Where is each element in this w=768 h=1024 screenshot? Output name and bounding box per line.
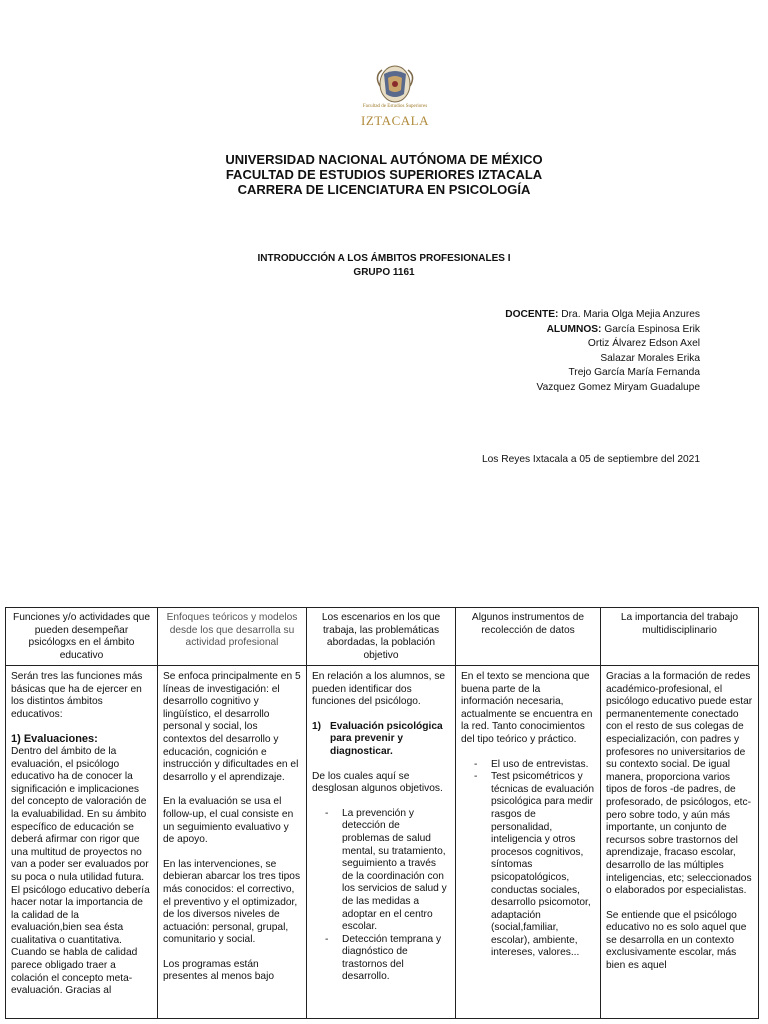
column-header: Enfoques teóricos y modelos desde los que desarrolla su actividad profesional [158,608,307,666]
cell-paragraph: Dentro del ámbito de la evaluación, el psicólogo educativo ha de conocer la significación e implicaciones del concepto de valoración de la evaluabilidad. En su ámbito específico de educación se deberá afirmar con rigor que una multitud de proyectos no van a poder ser evaluados por su poca o nula utilidad futura. [11,745,149,883]
unam-iztacala-logo [356,64,434,132]
list-item: - Test psicométricos y técnicas de evaluación psicológica para medir rasgos de personalidad, inteligencia y otros procesos cognitivos, síntomas psicopatológicos, conductas sociales, desarrollo psicomotor, adaptación (social,familiar, escolar), ambiente, intereses, valores... [491,771,595,960]
cell-paragraph: Los programas están presentes al menos bajo [163,958,274,983]
institution-header [0,152,768,197]
table-cell-approaches [158,666,307,1019]
cell-paragraph: Serán tres las funciones más básicas que ha de ejercer en los distintos ámbitos educativos: [11,671,143,720]
list-item: - El uso de entrevistas. [491,759,595,772]
content-table [5,607,759,1019]
authors-block [505,308,700,395]
table-cell-functions [6,666,158,1019]
column-header: La importancia del trabajo multidisciplinario [601,608,759,666]
course-group: GRUPO 1161 [353,267,415,278]
column-header: Algunos instrumentos de recolección de datos [456,608,601,666]
list-item: - Detección temprana y diagnóstico de trastornos del desarrollo. [342,934,450,984]
student-name: García Espinosa Erik [604,323,700,335]
column-header: Los escenarios en los que trabaja, las problemáticas abordadas, la población objetivo [307,608,456,666]
cell-paragraph: De los cuales aquí se desglosan algunos objetivos. [312,770,443,795]
program-name: CARRERA DE LICENCIATURA EN PSICOLOGÍA [237,182,531,197]
table-cell-multidisciplinary [601,666,759,1019]
cell-heading: 1) Evaluaciones: [11,733,98,746]
student-name: Salazar Morales Erika [600,352,700,364]
student-name: Trejo García María Fernanda [568,367,700,378]
numbered-item [312,721,450,759]
cell-paragraph: En la evaluación se usa el follow-up, el cual consiste en un seguimiento evaluativo y de apoyo. [163,796,294,846]
cell-paragraph: Se enfoca principalmente en 5 líneas de investigación: el desarrollo cognitivo y lingüístico, el desarrollo personal y social, los contextos del desarrollo y educación, cognición e instrucción y dificultades en el desarrollo y el aprendizaje. [163,671,301,783]
cell-paragraph: El psicólogo educativo debería hacer notar la importancia de la calidad de la evaluación,bien sea ésta cualitativa o cuantitativa. Cuando se habla de calidad parece obligado traer a colación el concepto meta-evaluación. Gracias al [11,884,150,997]
item-number: 1) [312,720,322,732]
student-name: Vazquez Gomez Miryam Guadalupe [536,381,700,393]
logo-name: IZTACALA [361,113,429,128]
objectives-list [312,808,450,984]
cell-paragraph: En el texto se menciona que buena parte de la información necesaria, actualmente se encuentra en la red. Tanto conocimientos del tipo teórico y práctico. [461,671,593,745]
student-name: Ortiz Álvarez Edson Axel [587,338,700,349]
table-header-row [6,608,759,666]
table-row [6,666,759,1019]
table-cell-scenarios [307,666,456,1019]
place-date: Los Reyes Ixtacala a 05 de septiembre del 2021 [481,454,700,465]
cell-paragraph: En las intervenciones, se debieran abarcar los tres tipos más conocidos: el correctivo, el preventivo y el optimizador, de los diversos niveles de actuación: personal, grupal, comunitario y social. [163,858,301,946]
faculty-name: FACULTAD DE ESTUDIOS SUPERIORES IZTACALA [225,167,543,182]
university-name: UNIVERSIDAD NACIONAL AUTÓNOMA DE MÉXICO [225,152,543,167]
students-line [505,323,700,338]
teacher-name: Dra. Maria Olga Mejia Anzures [561,309,700,320]
course-block [0,252,768,280]
cell-paragraph: Gracias a la formación de redes académico-profesional, el psicólogo educativo puede estar permanentemente conectado con el resto de sus colegas de especialización, con padres y profesores no universitarios de su contexto social. De igual manera, proporciona varios tipos de foros -de padres, de profesorado, de psicólogos, etc- pero sobre todo, y aún más importante, un conjunto de recursos sobre trastornos del aprendizaje, fracaso escolar, desarrollo de las múltiples inteligencias, etc; seleccionados o elaborados por especialistas. [606,671,753,897]
cell-paragraph: En relación a los alumnos, se pueden identificar dos funciones del psicólogo. [312,671,446,708]
teacher-line [505,308,700,323]
cell-paragraph: Se entiende que el psicólogo educativo no es solo aquel que se desarrolla en un contexto exclusivamente escolar, más bien es aquel [606,909,747,972]
course-title: INTRODUCCIÓN A LOS ÁMBITOS PROFESIONALES I [257,253,511,264]
logo-subtitle: Facultad de Estudios Superiores [362,104,428,109]
list-item: - La prevención y detección de problemas de salud mental, su tratamiento, seguimiento a través de la coordinación con los servicios de salud y de las medidas a adoptar en el centro escolar. [342,808,450,934]
university-crest-icon [356,64,434,106]
teacher-label: DOCENTE: [505,309,559,320]
column-header: Funciones y/o actividades que pueden desempeñar psicólogxs en el ámbito educativo [6,608,158,666]
instruments-list [461,759,595,961]
item-text: Evaluación psicológica para prevenir y diagnosticar. [330,720,443,757]
students-label: ALUMNOS: [546,323,602,335]
table-cell-instruments [456,666,601,1019]
